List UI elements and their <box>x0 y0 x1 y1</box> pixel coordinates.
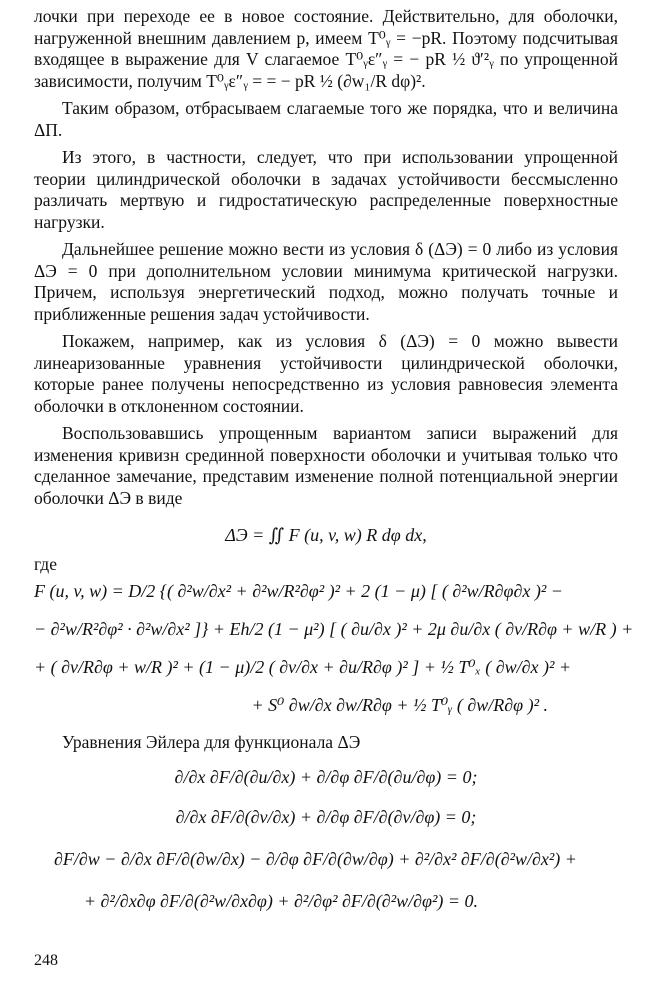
euler-eq-2: ∂/∂x ∂F/∂(∂v/∂x) + ∂/∂φ ∂F/∂(∂v/∂φ) = 0; <box>175 807 477 827</box>
F-line-3: + ( ∂v/R∂φ + w/R )² + (1 − μ)/2 ( ∂v/∂x + ∂u/R∂φ )² ] + ½ T⁰ₓ ( ∂w/∂x )² + <box>34 657 572 677</box>
euler-eq-1: ∂/∂x ∂F/∂(∂u/∂x) + ∂/∂φ ∂F/∂(∂u/∂φ) = 0; <box>174 767 478 787</box>
page-number: 248 <box>34 952 58 969</box>
equation-energy: ΔЭ = ∬ F (u, v, w) R dφ dx, <box>225 525 427 545</box>
euler-eq-3: ∂F/∂w − ∂/∂x ∂F/∂(∂w/∂x) − ∂/∂φ ∂F/∂(∂w/∂φ) + ∂²/∂x² ∂F/∂(∂²w/∂x²) + <box>54 849 577 869</box>
paragraph-5: Покажем, например, как из условия δ (ΔЭ) = 0 можно вывести линеаризованные уравнения устойчивости цилиндрической оболочки, которые ранее получены непосредственно из условия равновесия элемента оболочки в отклоненном состоянии. <box>34 331 618 416</box>
F-line-2: − ∂²w/R²∂φ² · ∂²w/∂x² ]} + Eh/2 (1 − μ²) [ ( ∂u/∂x )² + 2μ ∂u/∂x ( ∂v/R∂φ + w/R ) + <box>34 619 634 639</box>
paragraph-2: Таким образом, отбрасываем слагаемые того же порядка, что и величина ΔΠ. <box>34 98 618 140</box>
F-line-4: + S⁰ ∂w/∂x ∂w/R∂φ + ½ T⁰ᵧ ( ∂w/R∂φ )² . <box>251 695 548 715</box>
paragraph-6: Воспользовавшись упрощенным вариантом записи выражений для изменения кривизн срединной поверхности оболочки и учитывая только что сделанное замечание, представим изменение полной потенциальной энергии оболочки ΔЭ в виде <box>34 423 618 508</box>
where-label: где <box>34 554 57 574</box>
paragraph-1: лочки при переходе ее в новое состояние. Действительно, для оболочки, нагруженной внешним давлением p, имеем T⁰ᵧ = −pR. Поэтому подсчитывая входящее в выражение для V слагаемое T⁰ᵧε″ᵧ = − pR ½ ϑ′²ᵧ по упрощенной зависимости, получим T⁰ᵧε″ᵧ = = − pR ½ (∂w₁/R dφ)². <box>34 6 618 91</box>
euler-eq-4: + ∂²/∂x∂φ ∂F/∂(∂²w/∂x∂φ) + ∂²/∂φ² ∂F/∂(∂²w/∂φ²) = 0. <box>83 891 478 911</box>
paragraph-3: Из этого, в частности, следует, что при использовании упрощенной теории цилиндрической оболочки в задачах устойчивости бессмысленно различать мертвую и гидростатическую распределенные поверхностные нагрузки. <box>34 147 618 232</box>
page-body <box>34 6 634 913</box>
paragraph-4: Дальнейшее решение можно вести из условия δ (ΔЭ) = 0 либо из условия ΔЭ = 0 при дополнительном условии минимума критической нагрузки. Причем, используя энергетический подход, можно получать точные и приближенные решения задач устойчивости. <box>34 239 618 324</box>
F-line-1: F (u, v, w) = D/2 {( ∂²w/∂x² + ∂²w/R²∂φ² )² + 2 (1 − μ) [ ( ∂²w/R∂φ∂x )² − <box>34 581 563 601</box>
euler-label: Уравнения Эйлера для функционала ΔЭ <box>62 732 361 752</box>
